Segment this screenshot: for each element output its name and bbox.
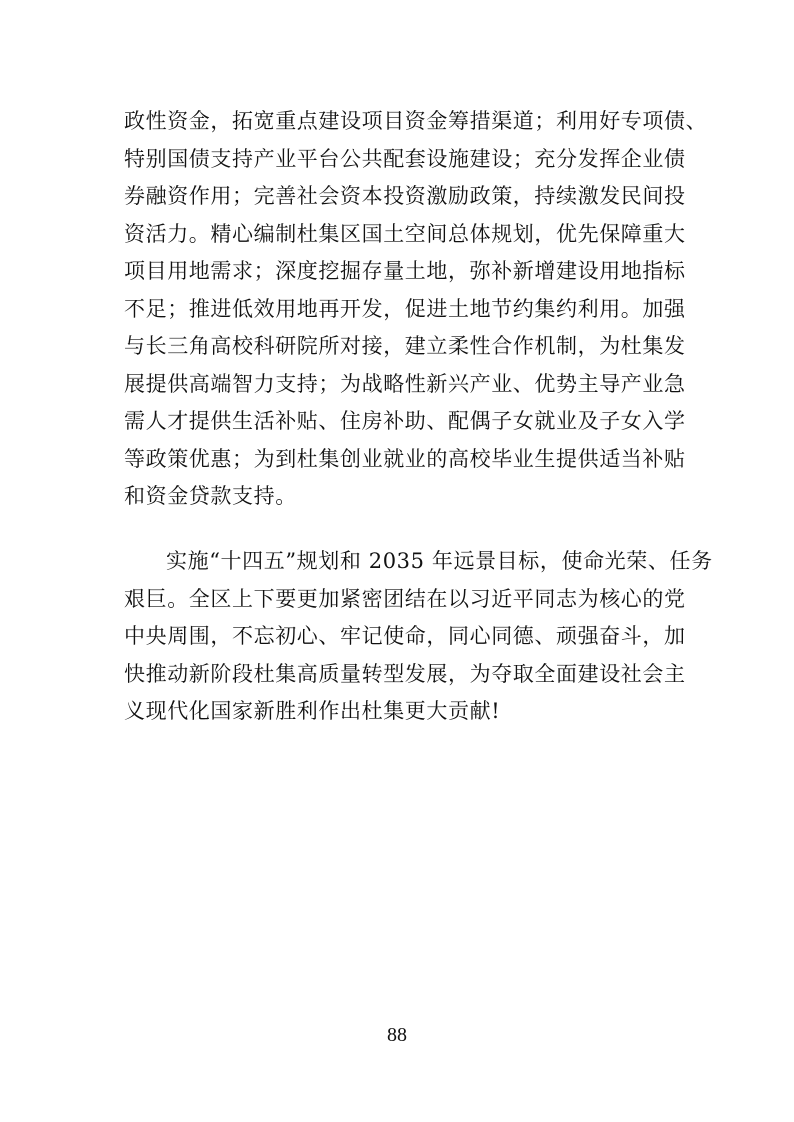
text-line: 和资金贷款支持。 (124, 484, 297, 508)
text-line: 等政策优惠；为到杜集创业就业的高校毕业生提供适当补贴 (124, 446, 686, 471)
text-line: 资活力。精心编制杜集区国土空间总体规划，优先保障重大 (124, 221, 686, 246)
text-line: 快推动新阶段杜集高质量转型发展，为夺取全面建设社会主 (124, 661, 686, 686)
text-line: 特别国债支持产业平台公共配套设施建设；充分发挥企业债 (124, 146, 686, 171)
body-paragraph-2 (124, 543, 713, 731)
text-line: 券融资作用；完善社会资本投资激励政策，持续激发民间投 (124, 184, 686, 208)
text-line: 艰巨。全区上下要更加紧密团结在以习近平同志为核心的党 (124, 586, 686, 611)
page-number: 88 (387, 1024, 407, 1046)
text-line: 与长三角高校科研院所对接，建立柔性合作机制，为杜集发 (124, 334, 686, 358)
text-line: 项目用地需求；深度挖掘存量土地，弥补新增建设用地指标 (124, 259, 686, 283)
text-line: 义现代化国家新胜利作出杜集更大贡献! (124, 699, 501, 723)
text-line: 不足；推进低效用地再开发，促进土地节约集约利用。加强 (124, 296, 686, 321)
text-line: 政性资金，拓宽重点建设项目资金筹措渠道；利用好专项债、 (124, 109, 708, 133)
text-line: 中央周围，不忘初心、牢记使命，同心同德、顽强奋斗，加 (124, 624, 686, 648)
text-line: 实施“十四五”规划和 2035 年远景目标，使命光荣、任务 (166, 549, 713, 573)
text-line: 展提供高端智力支持；为战略性新兴产业、优势主导产业急 (124, 371, 686, 396)
body-paragraph-1 (124, 103, 708, 516)
text-line: 需人才提供生活补贴、住房补助、配偶子女就业及子女入学 (124, 409, 686, 433)
